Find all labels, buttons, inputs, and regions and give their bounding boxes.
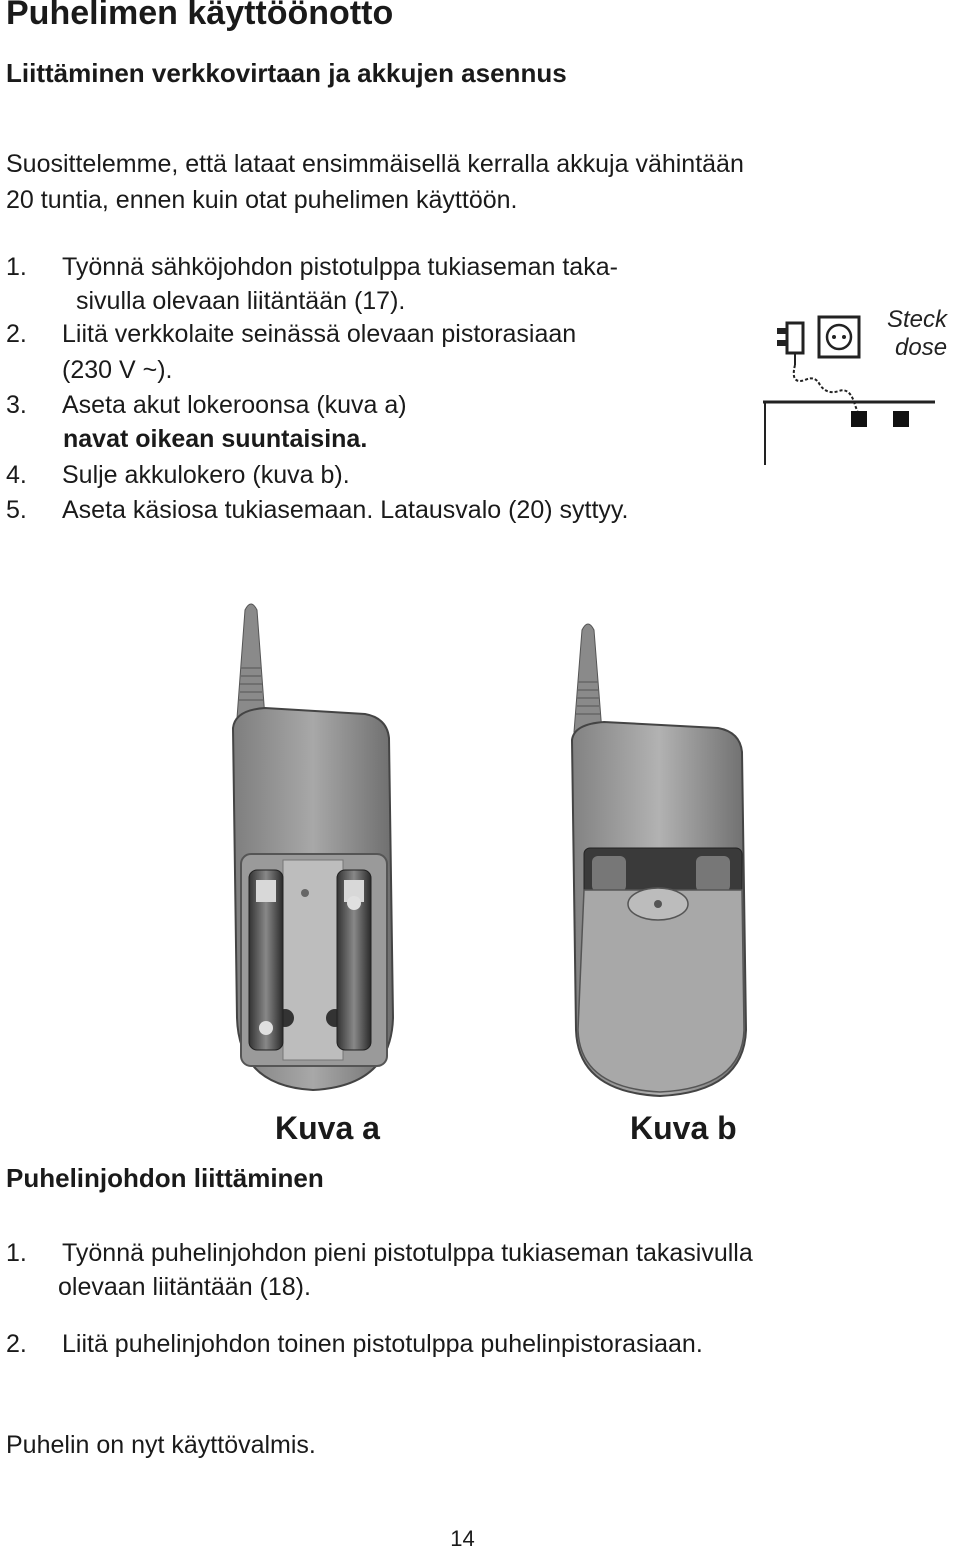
handset-open-compartment-image <box>225 598 400 1098</box>
figure-caption-a: Kuva a <box>275 1110 380 1146</box>
page-number: 14 <box>450 1526 475 1551</box>
socket-icon <box>819 317 859 357</box>
power-adapter-icon <box>777 323 803 365</box>
figure-caption-b: Kuva b <box>630 1110 737 1146</box>
wall-socket-illustration <box>735 295 960 470</box>
list-item-continuation: olevaan liitäntään (18). <box>58 1273 311 1301</box>
handset-closed-compartment-image <box>562 620 752 1100</box>
list-item-continuation: (230 V ~). <box>62 356 173 384</box>
list-item-continuation: sivulla olevaan liitäntään (17). <box>76 287 406 315</box>
page-title: Puhelimen käyttöönotto <box>6 0 394 32</box>
intro-paragraph <box>6 146 744 218</box>
socket-label-line-2: dose <box>895 334 948 361</box>
intro-line-1: Suosittelemme, että lataat ensimmäisellä kerralla akkuja vähintään <box>6 150 744 178</box>
list-item-continuation: navat oikean suuntaisina. <box>63 425 368 453</box>
intro-line-2: 20 tuntia, ennen kuin otat puhelimen käyttöön. <box>6 186 518 214</box>
section-heading-phone-cord: Puhelinjohdon liittäminen <box>6 1163 324 1193</box>
socket-label-line-1: Steck <box>887 306 948 333</box>
section-heading-power: Liittäminen verkkovirtaan ja akkujen asennus <box>6 58 567 88</box>
phone-cord-steps-list: 1. Työnnä puhelinjohdon pieni pistotulppa tukiaseman takasivulla olevaan liitäntään (18). 2. Liitä puhelinjohdon toinen pistotulppa puhelinpistorasiaan. <box>6 1239 753 1358</box>
closing-text: Puhelin on nyt käyttövalmis. <box>6 1431 316 1459</box>
power-steps-list: 1. Työnnä sähköjohdon pistotulppa tukiaseman taka- sivulla olevaan liitäntään (17). 2. Liitä verkkolaite seinässä olevaan pistorasiaan (230 V ~). 3. Aseta akut lokeroonsa (kuva a) navat oikean suuntaisina. 4. Sulje akkulokero (kuva b). 5. Aseta käsiosa tukiasemaan. Latausvalo (20) syttyy. <box>6 253 629 524</box>
